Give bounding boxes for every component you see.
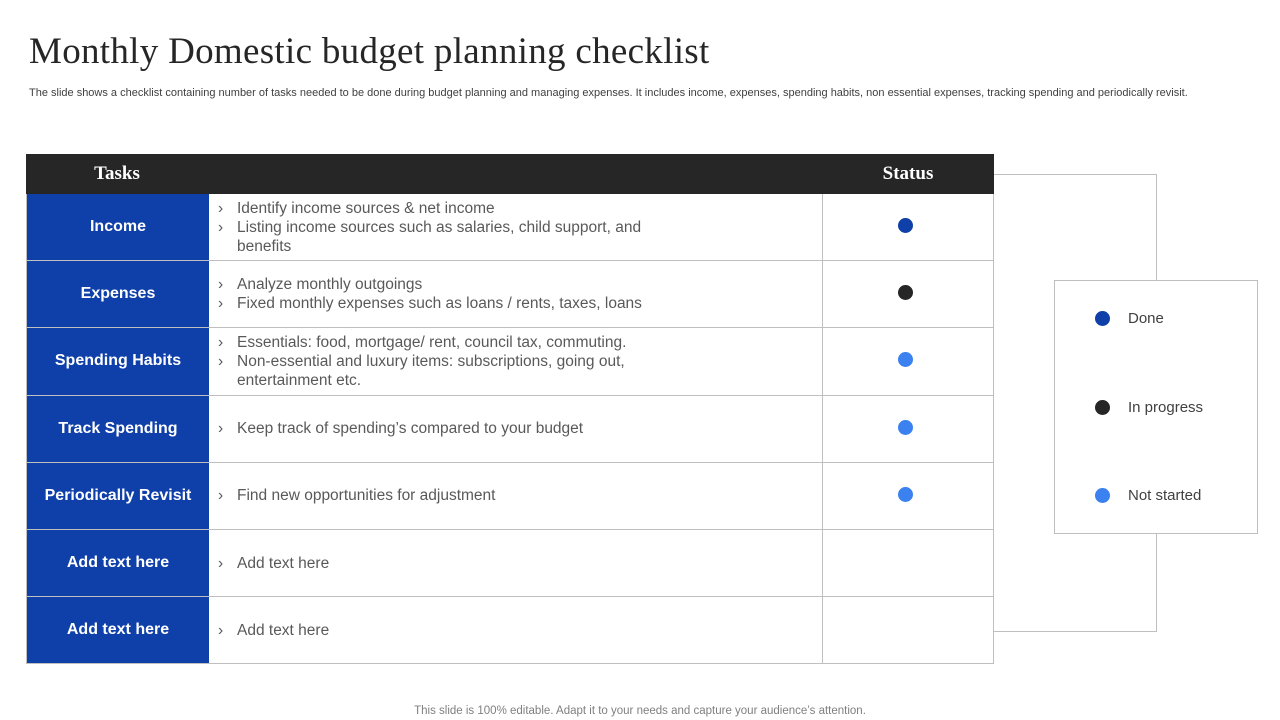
legend-item-in-progress (1095, 399, 1203, 416)
bullet-item (218, 333, 822, 352)
table-row (26, 261, 994, 328)
bullet-text: Essentials: food, mortgage/ rent, council tax, commuting. (237, 333, 627, 351)
task-description (209, 328, 823, 394)
bullet-text: Keep track of spending’s compared to your budget (237, 420, 584, 438)
task-status (823, 261, 993, 327)
slide-title: Monthly Domestic budget planning checklist (29, 31, 710, 72)
task-name: Track Spending (27, 396, 209, 462)
bullet-item (218, 275, 822, 294)
bullet-item (218, 294, 822, 313)
task-description (209, 396, 823, 462)
task-status (823, 328, 993, 394)
task-name: Add text here (27, 597, 209, 663)
bullet-item (218, 199, 822, 218)
status-dot-icon (898, 420, 913, 435)
task-status (823, 597, 993, 663)
table-row (26, 530, 994, 597)
table-row (26, 396, 994, 463)
task-status (823, 396, 993, 462)
table-body (26, 194, 994, 664)
legend-connector-top (994, 174, 1157, 280)
chevron-right-icon: › (218, 218, 224, 236)
bullet-text: Identify income sources & net income (237, 199, 495, 217)
table-row (26, 597, 994, 664)
chevron-right-icon: › (218, 621, 224, 639)
task-name: Income (27, 194, 209, 260)
status-dot-icon (898, 352, 913, 367)
bullet-item (218, 486, 822, 505)
task-status (823, 463, 993, 529)
chevron-right-icon: › (218, 554, 224, 572)
chevron-right-icon: › (218, 352, 224, 370)
legend-item-done (1095, 310, 1164, 327)
task-description (209, 530, 823, 596)
legend-label-done: Done (1128, 310, 1164, 327)
chevron-right-icon: › (218, 295, 224, 313)
footer-note: This slide is 100% editable. Adapt it to your needs and capture your audience’s attention. (414, 705, 866, 717)
task-description (209, 597, 823, 663)
task-description (209, 463, 823, 529)
table-row (26, 194, 994, 261)
legend-connector-bottom (994, 533, 1157, 632)
task-name: Spending Habits (27, 328, 209, 394)
status-legend (1054, 280, 1258, 534)
bullet-text: Fixed monthly expenses such as loans / rents, taxes, loans (237, 295, 642, 313)
legend-label-in-progress: In progress (1128, 399, 1204, 416)
task-name: Periodically Revisit (27, 463, 209, 529)
bullet-text: Analyze monthly outgoings (237, 276, 423, 294)
bullet-text: Add text here (237, 621, 330, 639)
status-dot-icon (898, 285, 913, 300)
chevron-right-icon: › (218, 276, 224, 294)
bullet-text: Add text here (237, 554, 330, 572)
bullet-text: Listing income sources such as salaries, child support, and benefits (237, 218, 642, 255)
table-header (26, 154, 994, 194)
bullet-item (218, 554, 822, 573)
bullet-text: Non-essential and luxury items: subscriptions, going out, entertainment etc. (237, 352, 625, 389)
chevron-right-icon: › (218, 333, 224, 351)
task-description (209, 261, 823, 327)
header-status: Status (882, 163, 934, 184)
chevron-right-icon: › (218, 487, 224, 505)
task-description (209, 194, 823, 260)
bullet-item (218, 621, 822, 640)
task-name: Add text here (27, 530, 209, 596)
chevron-right-icon: › (218, 199, 224, 217)
slide-subtitle: The slide shows a checklist containing number of tasks needed to be done during budget planning and managing expenses. It includes income, expenses, spending habits, non essential expenses, tracking spending and periodically revisit. (29, 87, 1188, 99)
bullet-item (218, 218, 822, 256)
bullet-text: Find new opportunities for adjustment (237, 487, 496, 505)
bullet-item (218, 419, 822, 438)
status-dot-icon (898, 218, 913, 233)
task-status (823, 530, 993, 596)
not-started-dot-icon (1095, 488, 1110, 503)
bullet-item (218, 352, 822, 390)
chevron-right-icon: › (218, 420, 224, 438)
header-tasks: Tasks (94, 163, 140, 184)
in-progress-dot-icon (1095, 400, 1110, 415)
table-row (26, 328, 994, 395)
done-dot-icon (1095, 311, 1110, 326)
legend-label-not-started: Not started (1128, 487, 1202, 504)
status-dot-icon (898, 487, 913, 502)
task-name: Expenses (27, 261, 209, 327)
legend-item-not-started (1095, 487, 1201, 504)
checklist-table (26, 154, 994, 664)
task-status (823, 194, 993, 260)
table-row (26, 463, 994, 530)
